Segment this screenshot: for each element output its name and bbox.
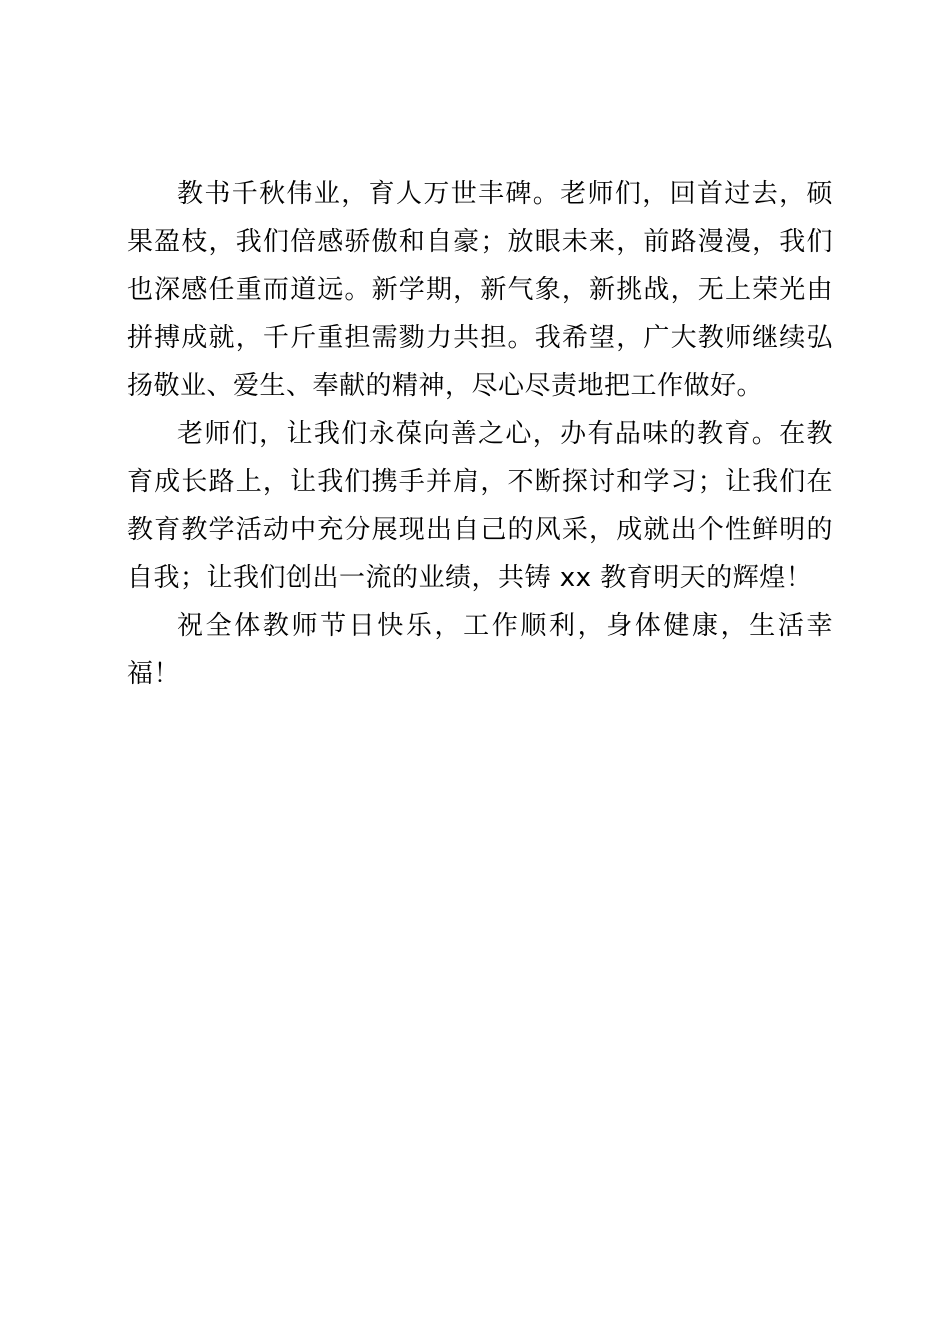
paragraph-2: 老师们，让我们永葆向善之心，办有品味的教育。在教育成长路上，让我们携手并肩，不断探讨和学习；让我们在教育教学活动中充分展现出自己的风采，成就出个性鲜明的自我；让我们创出一流的业绩，共铸 xx 教育明天的辉煌！ [127,419,833,593]
paragraph-1: 教书千秋伟业，育人万世丰碑。老师们，回首过去，硕果盈枝，我们倍感骄傲和自豪；放眼未来，前路漫漫，我们也深感任重而道远。新学期，新气象，新挑战，无上荣光由拼搏成就，千斤重担需勠力共担。我希望，广大教师继续弘扬敬业、爱生、奉献的精神，尽心尽责地把工作做好。 [127,179,833,401]
document-body [127,170,833,698]
paragraph-3: 祝全体教师节日快乐，工作顺利，身体健康，生活幸福！ [127,611,833,689]
